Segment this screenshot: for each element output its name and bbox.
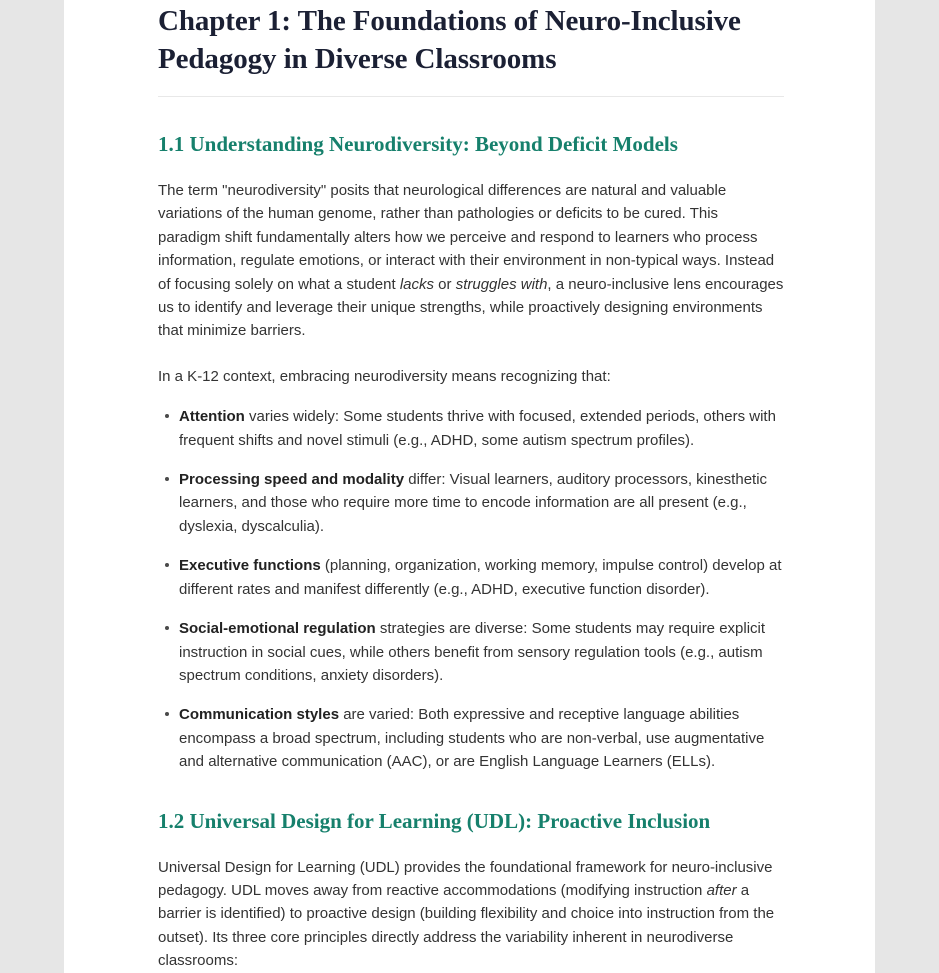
emphasis-after: after <box>706 881 737 899</box>
list-item-text: strategies are diverse: Some students may require explicit instruction in social cues, while others benefit from sensory regulation tools (e.g., autism spectrum conditions, anxiety disorders). <box>179 620 766 684</box>
list-item-term: Executive functions <box>179 557 321 575</box>
list-item-term: Attention <box>179 408 245 426</box>
list-item-term: Communication styles <box>179 706 340 724</box>
paragraph-text-run: a barrier is identified) to proactive design (building flexibility and choice into instruction from the outset). Its three core principles directly address the variability inherent in neurodiverse classrooms: <box>158 881 775 970</box>
page-title: Chapter 1: The Foundations of Neuro-Inclusive Pedagogy in Diverse Classrooms <box>158 5 741 75</box>
list-item-text: varies widely: Some students thrive with focused, extended periods, others with frequent shifts and novel stimuli (e.g., ADHD, some autism spectrum profiles). <box>179 408 776 449</box>
neurodiversity-bullet-list <box>158 388 784 773</box>
emphasis-lacks: lacks <box>399 275 435 293</box>
list-item-text: (planning, organization, working memory, impulse control) develop at different rates and manifest differently (e.g., ADHD, executive function disorder). <box>179 557 782 598</box>
section-heading-1-1: 1.1 Understanding Neurodiversity: Beyond Deficit Models <box>158 132 678 156</box>
section-1-1-paragraph-1 <box>158 157 784 343</box>
list-item <box>158 703 784 773</box>
list-item <box>158 468 784 538</box>
list-item <box>158 405 784 452</box>
document-content <box>64 0 875 973</box>
section-1-1-paragraph-2: In a K-12 context, embracing neurodiversity means recognizing that: <box>158 367 611 385</box>
section-1-2 <box>158 774 784 973</box>
bullet-dot-icon <box>165 712 169 716</box>
paragraph-text-run: The term "neurodiversity" posits that neurological differences are natural and valuable variations of the human genome, rather than pathologies or deficits to be cured. This paradigm shift fundamentally alters how we perceive and respond to learners who process information, regulate emotions, or interact with their environment in non-typical ways. Instead of focusing solely on what a student <box>158 182 775 293</box>
list-item <box>158 554 784 601</box>
list-item-term: Processing speed and modality <box>179 471 405 489</box>
bullet-dot-icon <box>165 477 169 481</box>
section-1-1 <box>158 97 784 774</box>
section-heading-1-2: 1.2 Universal Design for Learning (UDL): Proactive Inclusion <box>158 808 711 833</box>
paragraph-text-run: or <box>434 275 456 293</box>
paragraph-text-run: , a neuro-inclusive lens encourages us to identify and leverage their unique strengths, while proactively designing environments that minimize barriers. <box>158 275 784 340</box>
list-item-text: differ: Visual learners, auditory processors, kinesthetic learners, and those who require more time to encode information are all present (e.g., dyslexia, dyscalculia). <box>179 471 768 535</box>
bullet-dot-icon <box>165 563 169 567</box>
bullet-dot-icon <box>165 626 169 630</box>
emphasis-struggles-with: struggles with <box>455 275 548 293</box>
section-1-2-paragraph-1 <box>158 834 784 973</box>
document-sheet <box>64 0 875 973</box>
list-item-term: Social-emotional regulation <box>179 620 376 638</box>
bullet-dot-icon <box>165 414 169 418</box>
list-item-text: are varied: Both expressive and receptive language abilities encompass a broad spectrum, including students who are non-verbal, use augmentative and alternative communication (AAC), or are English Language Learners (ELLs). <box>179 706 765 771</box>
paragraph-text-run: Universal Design for Learning (UDL) provides the foundational framework for neuro-inclusive pedagogy. UDL moves away from reactive accommodations (modifying instruction <box>158 858 773 899</box>
list-item <box>158 617 784 687</box>
